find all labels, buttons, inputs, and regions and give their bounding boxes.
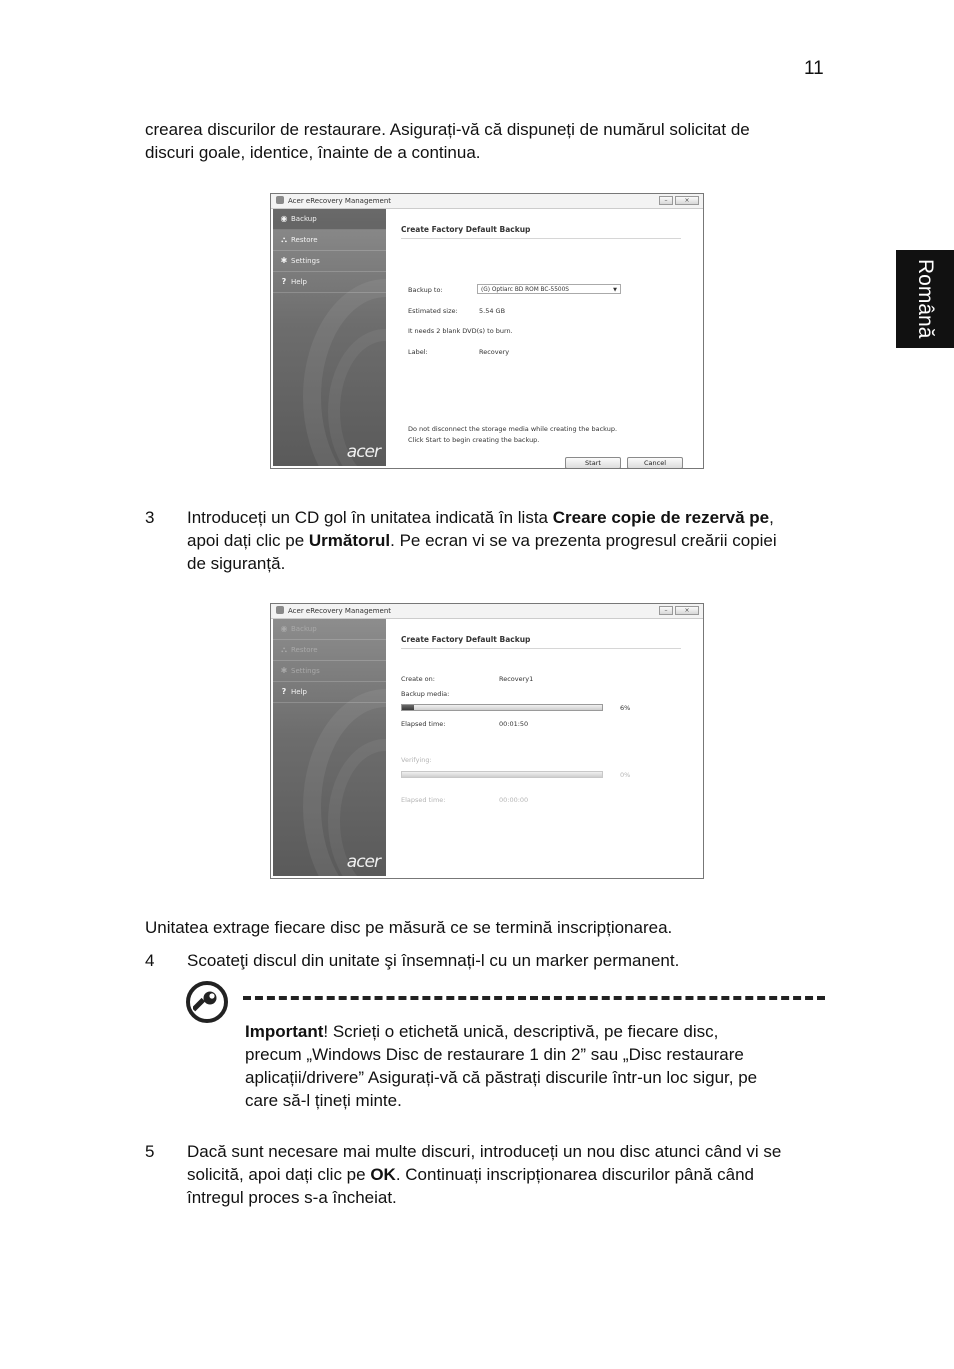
restore-icon: ⛬ [281, 235, 287, 244]
step-3-text [187, 506, 837, 575]
close-button[interactable]: × [675, 196, 699, 205]
verify-percent: 0% [620, 771, 631, 779]
main-content [389, 619, 701, 876]
app-icon [276, 196, 284, 204]
note-line-2: precum „Windows Disc de restaurare 1 din 2” sau „Disc restaurare [245, 1045, 744, 1064]
erecovery-window-progress [270, 603, 704, 879]
wrench-icon [186, 981, 228, 1023]
step-3-bold-list-name: Creare copie de rezervă pe [552, 508, 770, 527]
sidebar-item-label: Settings [291, 257, 320, 265]
verifying-label: Verifying: [401, 756, 432, 764]
step-number: 5 [145, 1142, 155, 1161]
sidebar-item-help[interactable] [273, 682, 386, 703]
language-tab [896, 250, 954, 348]
minimize-button[interactable]: – [659, 606, 673, 615]
elapsed-time-label-2: Elapsed time: [401, 796, 446, 804]
backup-to-value: (G) Optiarc BD ROM BC-5500S [481, 287, 569, 293]
start-button[interactable]: Start [565, 457, 621, 469]
cancel-button[interactable]: Cancel [627, 457, 683, 469]
section-heading: Create Factory Default Backup [401, 635, 681, 649]
help-icon: ? [281, 277, 287, 286]
minimize-button[interactable]: – [659, 196, 673, 205]
step-5-line-1: Dacă sunt necesare mai multe discuri, introduceți un nou disc atunci când vi se [187, 1142, 782, 1161]
elapsed-time-label: Elapsed time: [401, 720, 446, 728]
section-heading: Create Factory Default Backup [401, 225, 681, 239]
note-line-3: aplicații/drivere” Asigurați-vă că păstrați discurile într-un loc sigur, pe [245, 1068, 758, 1087]
note-line-4: care să-l țineți minte. [245, 1091, 402, 1110]
sidebar [273, 209, 386, 466]
close-button[interactable]: × [675, 606, 699, 615]
backup-progress-bar [401, 704, 603, 711]
label-value: Recovery [479, 348, 510, 356]
blank-dvd-notice: It needs 2 blank DVD(s) to burn. [408, 327, 513, 335]
step-3-text-part: . Pe ecran vi se va prezenta progresul creării copiei [390, 531, 777, 550]
important-note [245, 1020, 845, 1112]
sidebar-item-settings[interactable] [273, 251, 386, 272]
gear-icon: ✱ [280, 666, 288, 675]
sidebar [273, 619, 386, 876]
sidebar-item-backup[interactable] [273, 619, 386, 640]
step-3-text-part: Introduceți un CD gol în unitatea indicată în lista [187, 508, 553, 527]
step-3-bold-next: Următorul [308, 531, 391, 550]
intro-paragraph [145, 118, 750, 164]
step-3-text-part: apoi dați clic pe [187, 531, 309, 550]
sidebar-item-backup[interactable] [273, 209, 386, 230]
label-label: Label: [408, 348, 428, 356]
step-5-text [187, 1140, 837, 1209]
sidebar-item-restore[interactable] [273, 230, 386, 251]
step-5-text-part: solicită, apoi dați clic pe [187, 1165, 371, 1184]
backup-to-select[interactable] [477, 284, 621, 294]
intro-line-2: discuri goale, identice, înainte de a continua. [145, 143, 481, 162]
window-titlebar [271, 604, 703, 619]
step-3-text-part: , [769, 508, 774, 527]
sidebar-item-label: Help [291, 688, 307, 696]
backup-to-label: Backup to: [408, 286, 443, 294]
disc-icon: ◉ [280, 214, 288, 223]
window-title: Acer eRecovery Management [288, 197, 392, 205]
sidebar-item-settings[interactable] [273, 661, 386, 682]
elapsed-time-value-2: 00:00:00 [499, 796, 529, 804]
elapsed-time-value: 00:01:50 [499, 720, 529, 728]
sidebar-item-label: Backup [291, 625, 317, 633]
erecovery-window-backup [270, 193, 704, 469]
warning-line-2: Click Start to begin creating the backup. [408, 436, 540, 444]
estimated-size-value: 5.54 GB [479, 307, 506, 315]
disc-icon: ◉ [280, 624, 288, 633]
sidebar-item-label: Help [291, 278, 307, 286]
sidebar-item-label: Backup [291, 215, 317, 223]
sidebar-item-help[interactable] [273, 272, 386, 293]
window-titlebar [271, 194, 703, 209]
app-icon [276, 606, 284, 614]
acer-logo: acer [346, 852, 380, 872]
backup-percent: 6% [620, 704, 631, 712]
note-line-1: ! Scrieți o etichetă unică, descriptivă, pe fiecare disc, [323, 1022, 719, 1041]
language-tab-label: Română [914, 259, 937, 339]
main-content [389, 209, 701, 466]
create-on-value: Recovery1 [499, 675, 534, 683]
step-number: 3 [145, 508, 155, 527]
step-number: 4 [145, 951, 155, 970]
step-4-text: Scoateţi discul din unitate şi însemnați-l cu un marker permanent. [187, 951, 680, 970]
note-divider [243, 996, 825, 1000]
sidebar-item-label: Restore [291, 646, 318, 654]
step-5-text-part: . Continuați inscripționarea discurilor până când [395, 1165, 754, 1184]
intro-line-1: crearea discurilor de restaurare. Asigurați-vă că dispuneți de numărul solicitat de [145, 120, 750, 139]
note-bold-important: Important [245, 1022, 324, 1041]
estimated-size-label: Estimated size: [408, 307, 458, 315]
step-5-bold-ok: OK [370, 1165, 396, 1184]
acer-logo: acer [346, 442, 380, 462]
window-title: Acer eRecovery Management [288, 607, 392, 615]
sidebar-item-label: Settings [291, 667, 320, 675]
warning-line-1: Do not disconnect the storage media while creating the backup. [408, 425, 618, 433]
page-number: 11 [804, 58, 824, 79]
sidebar-item-label: Restore [291, 236, 318, 244]
progress-fill [402, 705, 414, 710]
backup-media-label: Backup media: [401, 690, 450, 698]
restore-icon: ⛬ [281, 645, 287, 654]
help-icon: ? [281, 687, 287, 696]
verify-progress-bar [401, 771, 603, 778]
sidebar-item-restore[interactable] [273, 640, 386, 661]
create-on-label: Create on: [401, 675, 435, 683]
step-5-line-3: întregul proces s-a încheiat. [187, 1188, 397, 1207]
gear-icon: ✱ [280, 256, 288, 265]
paragraph-eject: Unitatea extrage fiecare disc pe măsură ce se termină inscripționarea. [145, 918, 673, 937]
chevron-down-icon: ▼ [613, 287, 617, 293]
step-3-text-part: de siguranță. [187, 554, 286, 573]
